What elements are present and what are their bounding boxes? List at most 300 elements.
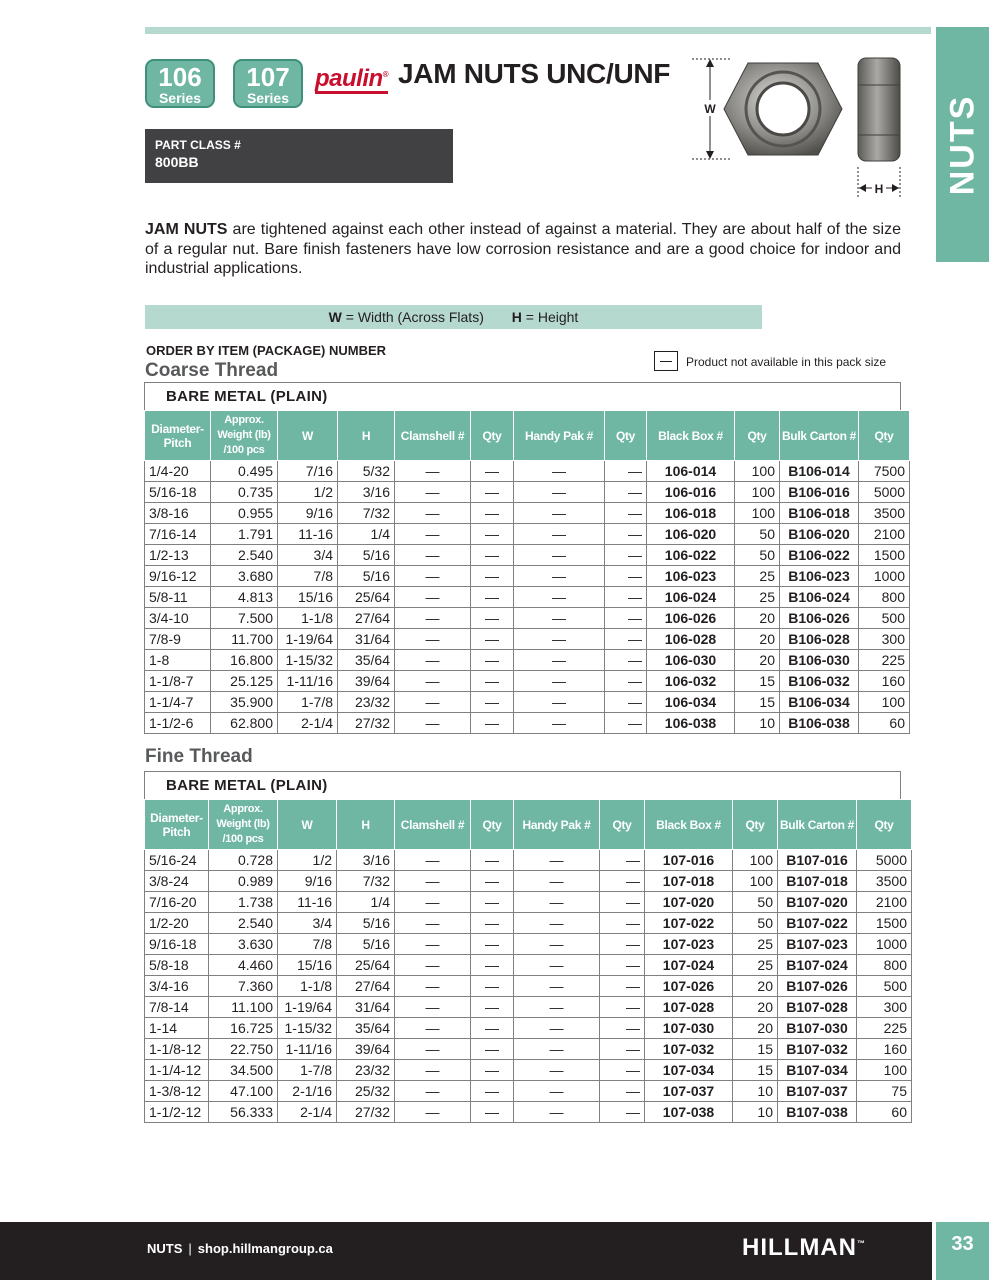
column-header: Qty (733, 800, 778, 850)
handy-pak-cell: — (514, 545, 605, 566)
weight-cell: 0.955 (211, 503, 278, 524)
handy-pak-qty-cell: — (605, 545, 647, 566)
clamshell-cell: — (395, 482, 471, 503)
bulk-carton-qty-cell: 60 (857, 1102, 912, 1123)
width-cell: 2-1/4 (278, 713, 338, 734)
handy-pak-qty-cell: — (600, 892, 645, 913)
height-cell: 5/16 (338, 566, 395, 587)
width-cell: 1-15/32 (278, 650, 338, 671)
bulk-carton-cell: B106-022 (780, 545, 859, 566)
black-box-qty-cell: 20 (735, 629, 780, 650)
bulk-carton-cell: B107-024 (778, 955, 857, 976)
handy-pak-cell: — (514, 955, 600, 976)
black-box-cell: 106-024 (647, 587, 735, 608)
clamshell-cell: — (395, 713, 471, 734)
width-cell: 1/2 (278, 482, 338, 503)
bulk-carton-qty-cell: 60 (859, 713, 910, 734)
width-cell: 1-7/8 (278, 692, 338, 713)
height-cell: 31/64 (337, 997, 395, 1018)
clamshell-qty-cell: — (471, 629, 514, 650)
black-box-qty-cell: 20 (733, 997, 778, 1018)
bulk-carton-cell: B107-020 (778, 892, 857, 913)
handy-pak-qty-cell: — (600, 850, 645, 871)
column-header: Black Box # (645, 800, 733, 850)
fine-thread-title: Fine Thread (145, 746, 253, 767)
black-box-cell: 107-024 (645, 955, 733, 976)
bulk-carton-cell: B106-032 (780, 671, 859, 692)
column-header: Qty (471, 411, 514, 461)
weight-cell: 4.813 (211, 587, 278, 608)
clamshell-cell: — (395, 1018, 471, 1039)
width-cell: 1/2 (278, 850, 337, 871)
clamshell-qty-cell: — (471, 482, 514, 503)
table-row (145, 608, 910, 629)
legend-w-key: W (328, 309, 342, 325)
table-row (145, 713, 910, 734)
clamshell-cell: — (395, 650, 471, 671)
column-header: Qty (605, 411, 647, 461)
weight-cell: 22.750 (209, 1039, 278, 1060)
weight-cell: 34.500 (209, 1060, 278, 1081)
table-row (145, 892, 912, 913)
bulk-carton-qty-cell: 3500 (859, 503, 910, 524)
black-box-qty-cell: 100 (733, 871, 778, 892)
black-box-cell: 107-038 (645, 1102, 733, 1123)
handy-pak-qty-cell: — (605, 482, 647, 503)
diameter-pitch-cell: 7/8-9 (145, 629, 211, 650)
handy-pak-cell: — (514, 461, 605, 482)
black-box-qty-cell: 50 (735, 524, 780, 545)
column-header: Qty (735, 411, 780, 461)
handy-pak-cell: — (514, 587, 605, 608)
black-box-cell: 106-028 (647, 629, 735, 650)
weight-cell: 1.791 (211, 524, 278, 545)
handy-pak-cell: — (514, 913, 600, 934)
fine-thread-table (144, 799, 912, 1123)
black-box-cell: 107-026 (645, 976, 733, 997)
coarse-thread-table (144, 410, 910, 734)
height-cell: 7/32 (338, 503, 395, 524)
bulk-carton-cell: B106-014 (780, 461, 859, 482)
clamshell-cell: — (395, 566, 471, 587)
black-box-qty-cell: 100 (735, 503, 780, 524)
bulk-carton-qty-cell: 5000 (859, 482, 910, 503)
table-row (145, 650, 910, 671)
handy-pak-qty-cell: — (605, 713, 647, 734)
diameter-pitch-cell: 5/16-18 (145, 482, 211, 503)
handy-pak-qty-cell: — (605, 503, 647, 524)
table-row (145, 934, 912, 955)
brand-logo: paulin® (315, 65, 389, 92)
table-row (145, 1018, 912, 1039)
part-class-label: PART CLASS # (155, 138, 241, 152)
clamshell-cell: — (395, 871, 471, 892)
height-cell: 1/4 (337, 892, 395, 913)
table-row (145, 850, 912, 871)
bulk-carton-cell: B106-034 (780, 692, 859, 713)
hillman-logo: HILLMAN™ (742, 1234, 866, 1261)
bulk-carton-qty-cell: 5000 (857, 850, 912, 871)
table-row (145, 913, 912, 934)
footer-url[interactable]: shop.hillmangroup.ca (197, 1241, 333, 1256)
diameter-pitch-cell: 1-14 (145, 1018, 209, 1039)
column-header: Approx. Weight (lb) /100 pcs (209, 800, 278, 850)
bulk-carton-qty-cell: 300 (859, 629, 910, 650)
series-badge-106 (145, 59, 215, 108)
footer-separator: | (188, 1241, 192, 1256)
black-box-qty-cell: 20 (735, 608, 780, 629)
handy-pak-cell: — (514, 892, 600, 913)
column-header: H (337, 800, 395, 850)
bulk-carton-cell: B106-020 (780, 524, 859, 545)
black-box-cell: 106-030 (647, 650, 735, 671)
weight-cell: 11.100 (209, 997, 278, 1018)
black-box-cell: 107-023 (645, 934, 733, 955)
bulk-carton-qty-cell: 500 (859, 608, 910, 629)
diameter-pitch-cell: 1-1/8-12 (145, 1039, 209, 1060)
column-header: Qty (857, 800, 912, 850)
black-box-cell: 107-018 (645, 871, 733, 892)
clamshell-cell: — (395, 913, 471, 934)
width-cell: 9/16 (278, 503, 338, 524)
black-box-cell: 107-020 (645, 892, 733, 913)
coarse-thread-table-section (144, 382, 905, 734)
diameter-pitch-cell: 1-8 (145, 650, 211, 671)
bulk-carton-cell: B107-038 (778, 1102, 857, 1123)
black-box-qty-cell: 20 (733, 1018, 778, 1039)
handy-pak-qty-cell: — (600, 1018, 645, 1039)
bulk-carton-cell: B107-026 (778, 976, 857, 997)
handy-pak-cell: — (514, 482, 605, 503)
height-cell: 31/64 (338, 629, 395, 650)
clamshell-qty-cell: — (471, 871, 514, 892)
weight-cell: 4.460 (209, 955, 278, 976)
handy-pak-qty-cell: — (605, 650, 647, 671)
black-box-qty-cell: 50 (733, 913, 778, 934)
bulk-carton-cell: B106-024 (780, 587, 859, 608)
weight-cell: 16.800 (211, 650, 278, 671)
column-header: W (278, 411, 338, 461)
width-cell: 1-11/16 (278, 1039, 337, 1060)
black-box-cell: 106-022 (647, 545, 735, 566)
series-badge-107 (233, 59, 303, 108)
black-box-cell: 107-016 (645, 850, 733, 871)
height-cell: 39/64 (337, 1039, 395, 1060)
clamshell-cell: — (395, 503, 471, 524)
handy-pak-qty-cell: — (600, 1081, 645, 1102)
height-cell: 35/64 (338, 650, 395, 671)
part-class-value: 800BB (155, 154, 199, 170)
black-box-cell: 106-023 (647, 566, 735, 587)
clamshell-qty-cell: — (471, 566, 514, 587)
clamshell-cell: — (395, 1081, 471, 1102)
weight-cell: 3.680 (211, 566, 278, 587)
table-row (145, 503, 910, 524)
height-cell: 25/64 (337, 955, 395, 976)
handy-pak-cell: — (514, 650, 605, 671)
weight-cell: 0.495 (211, 461, 278, 482)
black-box-qty-cell: 10 (733, 1102, 778, 1123)
height-cell: 5/16 (337, 913, 395, 934)
black-box-qty-cell: 25 (733, 955, 778, 976)
handy-pak-qty-cell: — (605, 629, 647, 650)
column-header: W (278, 800, 337, 850)
handy-pak-cell: — (514, 503, 605, 524)
clamshell-qty-cell: — (471, 892, 514, 913)
diameter-pitch-cell: 1-1/2-12 (145, 1102, 209, 1123)
bulk-carton-qty-cell: 1000 (859, 566, 910, 587)
handy-pak-cell: — (514, 629, 605, 650)
bulk-carton-qty-cell: 800 (857, 955, 912, 976)
bulk-carton-cell: B107-016 (778, 850, 857, 871)
coarse-finish-heading: BARE METAL (PLAIN) (144, 382, 901, 410)
table-row (145, 461, 910, 482)
table-row (145, 545, 910, 566)
black-box-cell: 106-016 (647, 482, 735, 503)
page-number: 33 (936, 1222, 989, 1280)
page-title: JAM NUTS UNC/UNF (398, 58, 671, 89)
bulk-carton-cell: B107-028 (778, 997, 857, 1018)
handy-pak-qty-cell: — (600, 934, 645, 955)
clamshell-cell: — (395, 692, 471, 713)
diameter-pitch-cell: 7/16-20 (145, 892, 209, 913)
width-cell: 2-1/4 (278, 1102, 337, 1123)
product-description (145, 220, 901, 279)
diameter-pitch-cell: 1/2-20 (145, 913, 209, 934)
width-cell: 7/8 (278, 566, 338, 587)
table-row (145, 1060, 912, 1081)
handy-pak-qty-cell: — (600, 1060, 645, 1081)
side-tab-label: NUTS (943, 94, 981, 195)
bulk-carton-cell: B106-028 (780, 629, 859, 650)
clamshell-qty-cell: — (471, 976, 514, 997)
weight-cell: 35.900 (211, 692, 278, 713)
bulk-carton-qty-cell: 1500 (857, 913, 912, 934)
handy-pak-cell: — (514, 1081, 600, 1102)
weight-cell: 0.735 (211, 482, 278, 503)
clamshell-cell: — (395, 934, 471, 955)
dimension-legend (145, 305, 762, 329)
series-label: Series (158, 90, 202, 106)
table-row (145, 1039, 912, 1060)
table-row (145, 482, 910, 503)
series-number: 106 (158, 62, 202, 92)
table-row (145, 566, 910, 587)
black-box-cell: 107-032 (645, 1039, 733, 1060)
black-box-qty-cell: 20 (733, 976, 778, 997)
black-box-qty-cell: 20 (735, 650, 780, 671)
clamshell-qty-cell: — (471, 1060, 514, 1081)
bulk-carton-qty-cell: 225 (859, 650, 910, 671)
order-by-heading: ORDER BY ITEM (PACKAGE) NUMBER (146, 343, 387, 358)
column-header: Clamshell # (395, 411, 471, 461)
black-box-qty-cell: 25 (733, 934, 778, 955)
column-header: Bulk Carton # (778, 800, 857, 850)
height-cell: 5/16 (337, 934, 395, 955)
handy-pak-cell: — (514, 934, 600, 955)
clamshell-cell: — (395, 608, 471, 629)
bulk-carton-qty-cell: 1500 (859, 545, 910, 566)
clamshell-cell: — (395, 850, 471, 871)
handy-pak-qty-cell: — (605, 608, 647, 629)
column-header: Qty (471, 800, 514, 850)
coarse-thread-title: Coarse Thread (145, 360, 279, 381)
weight-cell: 0.728 (209, 850, 278, 871)
clamshell-qty-cell: — (471, 1081, 514, 1102)
diameter-pitch-cell: 1-1/4-12 (145, 1060, 209, 1081)
handy-pak-cell: — (514, 1060, 600, 1081)
clamshell-qty-cell: — (471, 913, 514, 934)
clamshell-cell: — (395, 1039, 471, 1060)
clamshell-cell: — (395, 524, 471, 545)
table-header-row (145, 411, 910, 461)
black-box-qty-cell: 10 (733, 1081, 778, 1102)
weight-cell: 7.360 (209, 976, 278, 997)
bulk-carton-cell: B106-038 (780, 713, 859, 734)
black-box-cell: 106-020 (647, 524, 735, 545)
height-cell: 5/16 (338, 545, 395, 566)
width-cell: 1-1/8 (278, 608, 338, 629)
footer-section: NUTS (147, 1241, 183, 1256)
section-side-tab (936, 27, 989, 262)
legend-w-text: = Width (Across Flats) (341, 309, 484, 325)
bulk-carton-cell: B107-018 (778, 871, 857, 892)
handy-pak-cell: — (514, 871, 600, 892)
handy-pak-qty-cell: — (605, 566, 647, 587)
height-cell: 5/32 (338, 461, 395, 482)
width-cell: 7/16 (278, 461, 338, 482)
weight-cell: 7.500 (211, 608, 278, 629)
bulk-carton-cell: B106-016 (780, 482, 859, 503)
bulk-carton-cell: B106-030 (780, 650, 859, 671)
weight-cell: 25.125 (211, 671, 278, 692)
clamshell-cell: — (395, 461, 471, 482)
description-lead: JAM NUTS (145, 221, 228, 238)
bulk-carton-qty-cell: 2100 (859, 524, 910, 545)
column-header: Clamshell # (395, 800, 471, 850)
weight-cell: 11.700 (211, 629, 278, 650)
diameter-pitch-cell: 5/8-11 (145, 587, 211, 608)
table-row (145, 692, 910, 713)
series-label: Series (246, 90, 290, 106)
diameter-pitch-cell: 3/4-10 (145, 608, 211, 629)
black-box-qty-cell: 15 (735, 692, 780, 713)
clamshell-qty-cell: — (471, 1102, 514, 1123)
column-header: Qty (859, 411, 910, 461)
handy-pak-cell: — (514, 997, 600, 1018)
bulk-carton-cell: B107-022 (778, 913, 857, 934)
page-footer (0, 1222, 932, 1280)
handy-pak-cell: — (514, 566, 605, 587)
clamshell-qty-cell: — (471, 503, 514, 524)
bulk-carton-cell: B107-034 (778, 1060, 857, 1081)
weight-cell: 0.989 (209, 871, 278, 892)
column-header: H (338, 411, 395, 461)
diameter-pitch-cell: 1/2-13 (145, 545, 211, 566)
height-cell: 25/32 (337, 1081, 395, 1102)
clamshell-cell: — (395, 1060, 471, 1081)
height-cell: 25/64 (338, 587, 395, 608)
bulk-carton-qty-cell: 300 (857, 997, 912, 1018)
bulk-carton-cell: B107-030 (778, 1018, 857, 1039)
height-cell: 27/64 (337, 976, 395, 997)
column-header: Bulk Carton # (780, 411, 859, 461)
bulk-carton-qty-cell: 2100 (857, 892, 912, 913)
clamshell-qty-cell: — (471, 997, 514, 1018)
diameter-pitch-cell: 3/8-24 (145, 871, 209, 892)
handy-pak-cell: — (514, 1018, 600, 1039)
column-header: Diameter- Pitch (145, 411, 211, 461)
handy-pak-qty-cell: — (600, 1102, 645, 1123)
bulk-carton-qty-cell: 160 (857, 1039, 912, 1060)
series-number: 107 (246, 62, 290, 92)
top-accent-bar (145, 27, 931, 34)
clamshell-cell: — (395, 671, 471, 692)
clamshell-qty-cell: — (471, 524, 514, 545)
column-header: Approx. Weight (lb) /100 pcs (211, 411, 278, 461)
table-row (145, 629, 910, 650)
diameter-pitch-cell: 3/4-16 (145, 976, 209, 997)
clamshell-qty-cell: — (471, 955, 514, 976)
bulk-carton-cell: B107-023 (778, 934, 857, 955)
diameter-pitch-cell: 1-1/2-6 (145, 713, 211, 734)
width-cell: 11-16 (278, 524, 338, 545)
black-box-cell: 106-038 (647, 713, 735, 734)
width-cell: 1-7/8 (278, 1060, 337, 1081)
diameter-pitch-cell: 7/16-14 (145, 524, 211, 545)
black-box-qty-cell: 100 (735, 461, 780, 482)
table-row (145, 976, 912, 997)
bulk-carton-qty-cell: 800 (859, 587, 910, 608)
black-box-cell: 106-026 (647, 608, 735, 629)
bulk-carton-cell: B107-037 (778, 1081, 857, 1102)
height-cell: 39/64 (338, 671, 395, 692)
clamshell-qty-cell: — (471, 587, 514, 608)
height-cell: 23/32 (338, 692, 395, 713)
clamshell-cell: — (395, 976, 471, 997)
description-body: are tightened against each other instead of against a material. They are about half of the size of a regular nut. Bare finish fasteners have low corrosion resistance and are a good choice for indoor and industrial applications. (145, 221, 902, 277)
handy-pak-qty-cell: — (605, 524, 647, 545)
clamshell-cell: — (395, 955, 471, 976)
black-box-qty-cell: 15 (735, 671, 780, 692)
diameter-pitch-cell: 5/16-24 (145, 850, 209, 871)
column-header: Handy Pak # (514, 411, 605, 461)
bulk-carton-cell: B106-018 (780, 503, 859, 524)
handy-pak-qty-cell: — (600, 976, 645, 997)
black-box-qty-cell: 25 (735, 566, 780, 587)
clamshell-cell: — (395, 545, 471, 566)
clamshell-qty-cell: — (471, 934, 514, 955)
table-row (145, 524, 910, 545)
black-box-qty-cell: 100 (733, 850, 778, 871)
bulk-carton-cell: B107-032 (778, 1039, 857, 1060)
h-dimension-label: H (874, 182, 884, 196)
width-cell: 15/16 (278, 955, 337, 976)
black-box-qty-cell: 10 (735, 713, 780, 734)
black-box-cell: 106-032 (647, 671, 735, 692)
bulk-carton-cell: B106-026 (780, 608, 859, 629)
height-cell: 35/64 (337, 1018, 395, 1039)
width-cell: 1-19/64 (278, 629, 338, 650)
legend-h-text: = Height (521, 309, 579, 325)
weight-cell: 16.725 (209, 1018, 278, 1039)
table-row (145, 955, 912, 976)
black-box-cell: 106-014 (647, 461, 735, 482)
black-box-qty-cell: 15 (733, 1060, 778, 1081)
w-dimension-label: W (704, 102, 716, 116)
diameter-pitch-cell: 1-3/8-12 (145, 1081, 209, 1102)
table-row (145, 587, 910, 608)
